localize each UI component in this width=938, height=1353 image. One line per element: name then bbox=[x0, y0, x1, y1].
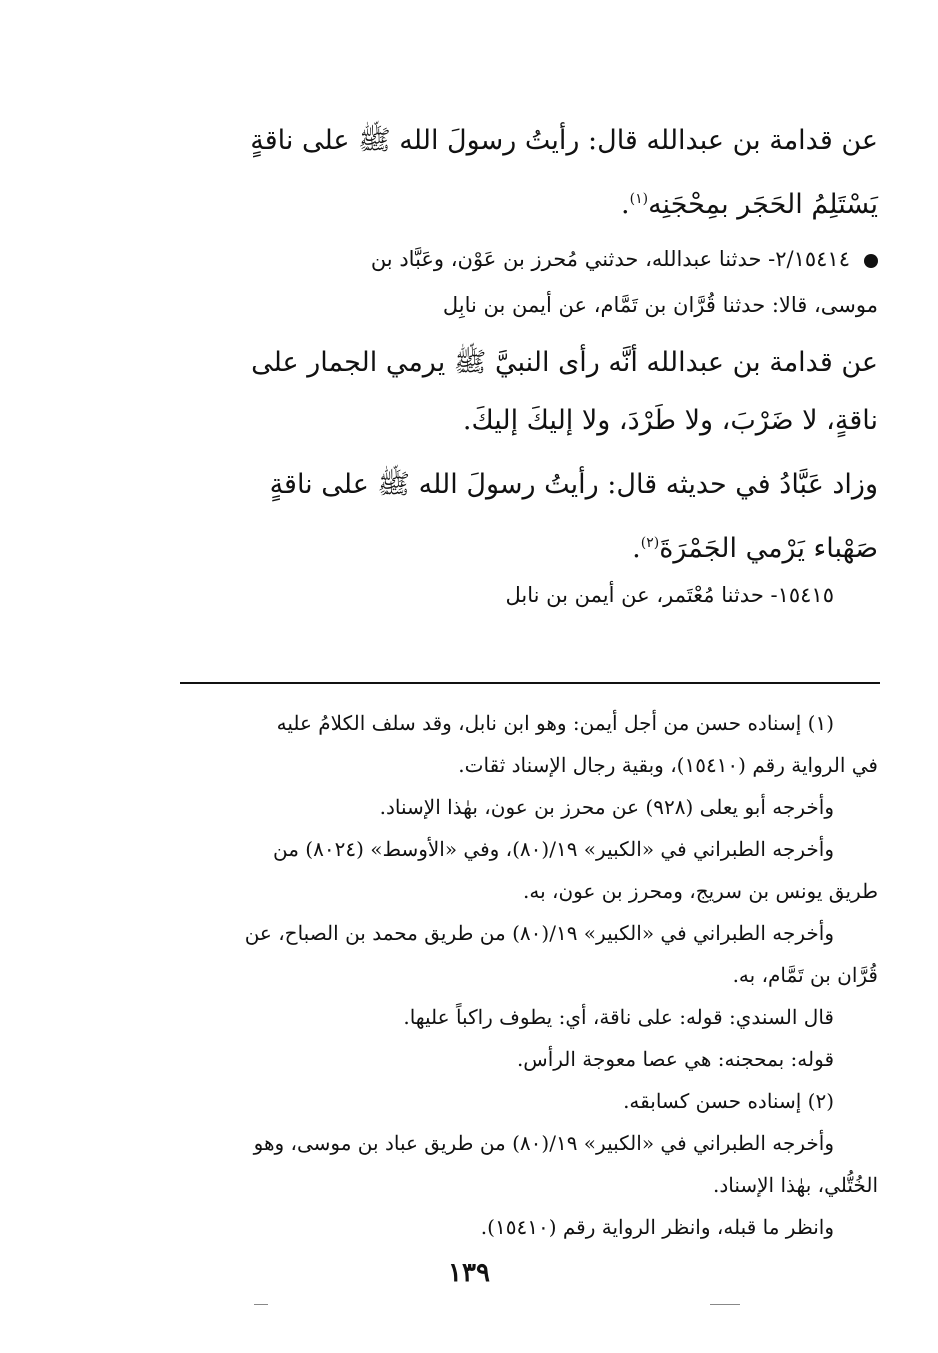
paragraph-2 bbox=[60, 334, 878, 450]
paragraph-1-end: . bbox=[621, 189, 630, 220]
paragraph-1 bbox=[60, 112, 878, 234]
footnote-line: وأخرجه الطبراني في «الكبير» ١٩/(٨٠) من طريق محمد بن الصباح، عن bbox=[244, 921, 834, 945]
paragraph-3 bbox=[60, 456, 878, 578]
bullet-icon bbox=[864, 254, 878, 268]
paragraph-1-line-2-text: يَسْتَلِمُ الحَجَر بمِحْجَنِه bbox=[648, 189, 878, 220]
page-number: ١٣٩ bbox=[448, 1258, 490, 1288]
paragraph-3-end: . bbox=[632, 533, 641, 564]
hadith-15414-line-1-text: ٢/١٥٤١٤- حدثنا عبدالله، حدثني مُحرز بن عَوْن، وعَبَّاد بن bbox=[370, 247, 850, 271]
hadith-15415-line: ١٥٤١٥- حدثنا مُعْتَمر، عن أيمن بن نابل bbox=[505, 583, 834, 607]
footnote-line: وانظر ما قبله، وانظر الرواية رقم (١٥٤١٠). bbox=[480, 1215, 834, 1239]
paragraph-1-line-2 bbox=[60, 170, 878, 234]
footnote-separator bbox=[180, 682, 880, 684]
scan-speck bbox=[710, 1304, 740, 1305]
hadith-15414-line-2: موسى، قالا: حدثنا قُرَّان بن تَمَّام، عن أيمن بن نابِل bbox=[442, 293, 878, 317]
paragraph-2-line-2: ناقةٍ، لا ضَرْبَ، ولا طَرْدَ، ولا إليكَ إليكَ. bbox=[462, 405, 878, 436]
footnote-ref-1[interactable]: (١) bbox=[629, 191, 649, 207]
footnote-line: وأخرجه الطبراني في «الكبير» ١٩/(٨٠) من طريق عباد بن موسى، وهو bbox=[253, 1131, 834, 1155]
footnote-line: (١) إسناده حسن من أجل أيمن: وهو ابن نابل، وقد سلف الكلامُ عليه bbox=[276, 711, 834, 735]
footnote-line: قال السندي: قوله: على ناقة، أي: يطوف راكباً عليها. bbox=[403, 1005, 834, 1029]
paragraph-3-line-2-text: صَهْباء يَرْمي الجَمْرَةَ bbox=[659, 533, 878, 564]
footnote-line: وأخرجه أبو يعلى (٩٢٨) عن محرز بن عون، بهٰذا الإسناد. bbox=[379, 795, 834, 819]
footnote-line: وأخرجه الطبراني في «الكبير» ١٩/(٨٠)، وفي «الأوسط» (٨٠٢٤) من bbox=[272, 837, 834, 861]
hadith-15414-line-1 bbox=[60, 236, 878, 282]
footnotes bbox=[60, 702, 878, 1248]
footnote-line: قُرَّان بن تَمَّام، به. bbox=[732, 963, 878, 987]
paragraph-1-line-1: عن قدامة بن عبدالله قال: رأيتُ رسولَ الله ﷺ على ناقةٍ bbox=[250, 125, 878, 156]
hadith-15414-chain bbox=[60, 236, 878, 328]
paragraph-2-line-1: عن قدامة بن عبدالله أنَّه رأى النبيَّ ﷺ يرمي الجمار على bbox=[251, 347, 878, 378]
footnote-line: طريق يونس بن سريج، ومحرز بن عون، به. bbox=[523, 879, 878, 903]
footnote-line: في الرواية رقم (١٥٤١٠)، وبقية رجال الإسناد ثقات. bbox=[458, 753, 878, 777]
footnote-line: قوله: بمحجنه: هي عصا معوجة الرأس. bbox=[516, 1047, 834, 1071]
paragraph-3-line-2 bbox=[60, 514, 878, 578]
footnote-line: الخُتُّلي، بهٰذا الإسناد. bbox=[712, 1173, 878, 1197]
hadith-15415-chain bbox=[60, 572, 878, 618]
paragraph-3-line-1: وزاد عَبَّادُ في حديثه قال: رأيتُ رسولَ الله ﷺ على ناقةٍ bbox=[269, 469, 878, 500]
scan-speck bbox=[254, 1304, 268, 1305]
footnote-line: (٢) إسناده حسن كسابقه. bbox=[623, 1089, 834, 1113]
footnote-ref-2[interactable]: (٢) bbox=[640, 535, 660, 551]
